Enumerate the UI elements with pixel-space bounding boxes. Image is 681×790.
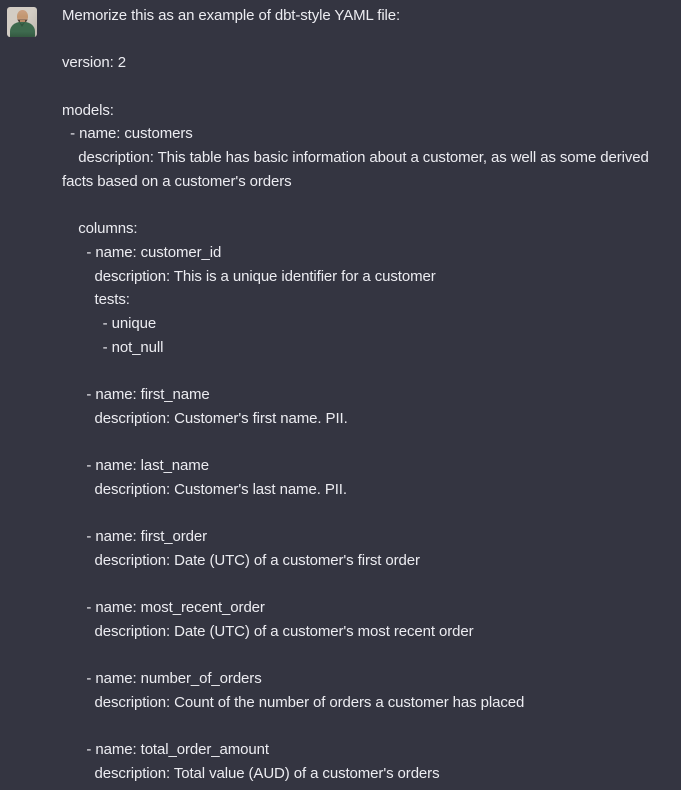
message-line: tests: bbox=[62, 291, 130, 309]
message-line: - name: most_recent_order bbox=[62, 599, 265, 617]
message-line bbox=[62, 573, 681, 597]
message-line: description: Date (UTC) of a customer's most recent order bbox=[62, 622, 474, 640]
message-line: - name: first_name bbox=[62, 386, 210, 403]
message-line: facts based on a customer's orders bbox=[62, 172, 292, 190]
message-line: - unique bbox=[62, 314, 157, 332]
message-line: - name: customers bbox=[62, 125, 193, 143]
message-line bbox=[62, 715, 681, 739]
message-line: description: Customer's last name. PII. bbox=[62, 480, 347, 498]
message-line: - name: total_order_amount bbox=[62, 741, 269, 759]
message-line bbox=[62, 644, 681, 668]
message-line: description: Count of the number of orders a customer has placed bbox=[62, 693, 525, 711]
user-avatar bbox=[7, 7, 37, 37]
message-line: Memorize this as an example of dbt-style YAML file: bbox=[62, 7, 401, 24]
message-line bbox=[62, 430, 681, 454]
message-line: - name: first_order bbox=[62, 528, 208, 546]
message-line bbox=[62, 28, 681, 52]
message-line: description: Total value (AUD) of a customer's orders bbox=[62, 765, 440, 782]
message-line bbox=[62, 75, 681, 99]
message-line: - name: last_name bbox=[62, 457, 209, 475]
message-line: description: This is a unique identifier for a customer bbox=[62, 267, 436, 285]
message-line bbox=[62, 359, 681, 383]
message-line bbox=[62, 194, 681, 218]
message-line: models: bbox=[62, 101, 114, 119]
message-line: - name: number_of_orders bbox=[62, 670, 262, 688]
message-line: - not_null bbox=[62, 338, 164, 356]
message-line: - name: customer_id bbox=[62, 243, 222, 261]
message-text bbox=[62, 4, 681, 786]
message-line: description: This table has basic information about a customer, as well as some derived bbox=[62, 149, 649, 167]
message-line: version: 2 bbox=[62, 54, 127, 72]
message-line bbox=[62, 501, 681, 525]
message-line: description: Customer's first name. PII. bbox=[62, 409, 348, 427]
message-line: description: Date (UTC) of a customer's first order bbox=[62, 551, 420, 569]
message-line: columns: bbox=[62, 220, 138, 238]
